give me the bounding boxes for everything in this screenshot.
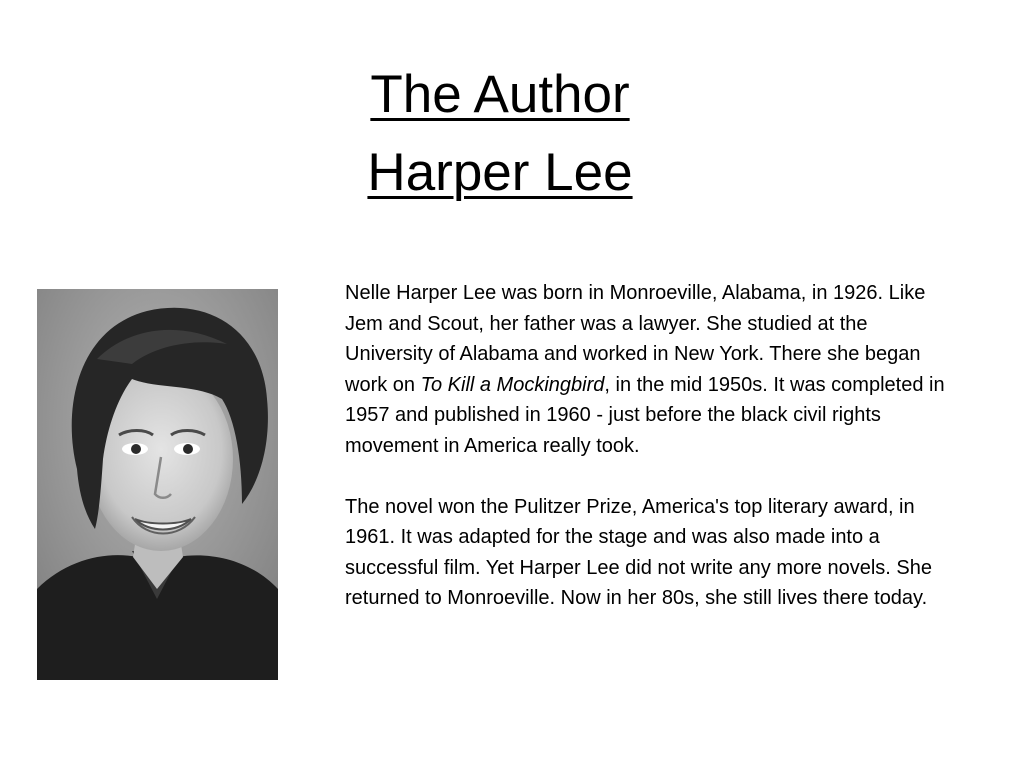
author-portrait [37, 289, 278, 680]
portrait-photo-icon [37, 289, 278, 680]
biography-paragraph-2: The novel won the Pulitzer Prize, America's top literary award, in 1961. It was adapted for the stage and was also made into a successful film. Yet Harper Lee did not write any more novels. She returned to Monroeville. Now in her 80s, she still lives there today. [345, 495, 932, 609]
book-title: To Kill a Mockingbird [420, 373, 605, 396]
biography-paragraph-1 [345, 278, 945, 461]
slide-title [0, 56, 1000, 212]
paragraph-1-text-a: Nelle Harper Lee was born in Monroeville, Alabama, in 1926. Like Jem and Scout, her father was a lawyer. She studied at the University of Alabama and worked in New York. There she began work on [345, 282, 926, 396]
title-line-2 [0, 134, 1000, 212]
title-line-1 [0, 56, 1000, 134]
author-biography [345, 278, 945, 614]
title-text-2: Harper Lee [367, 143, 633, 202]
title-text-1: The Author [370, 65, 630, 124]
paragraph-1-text-b: , in the mid 1950s. It was completed in 1957 and published in 1960 - just before the black civil rights movement in America really took. [345, 373, 945, 457]
